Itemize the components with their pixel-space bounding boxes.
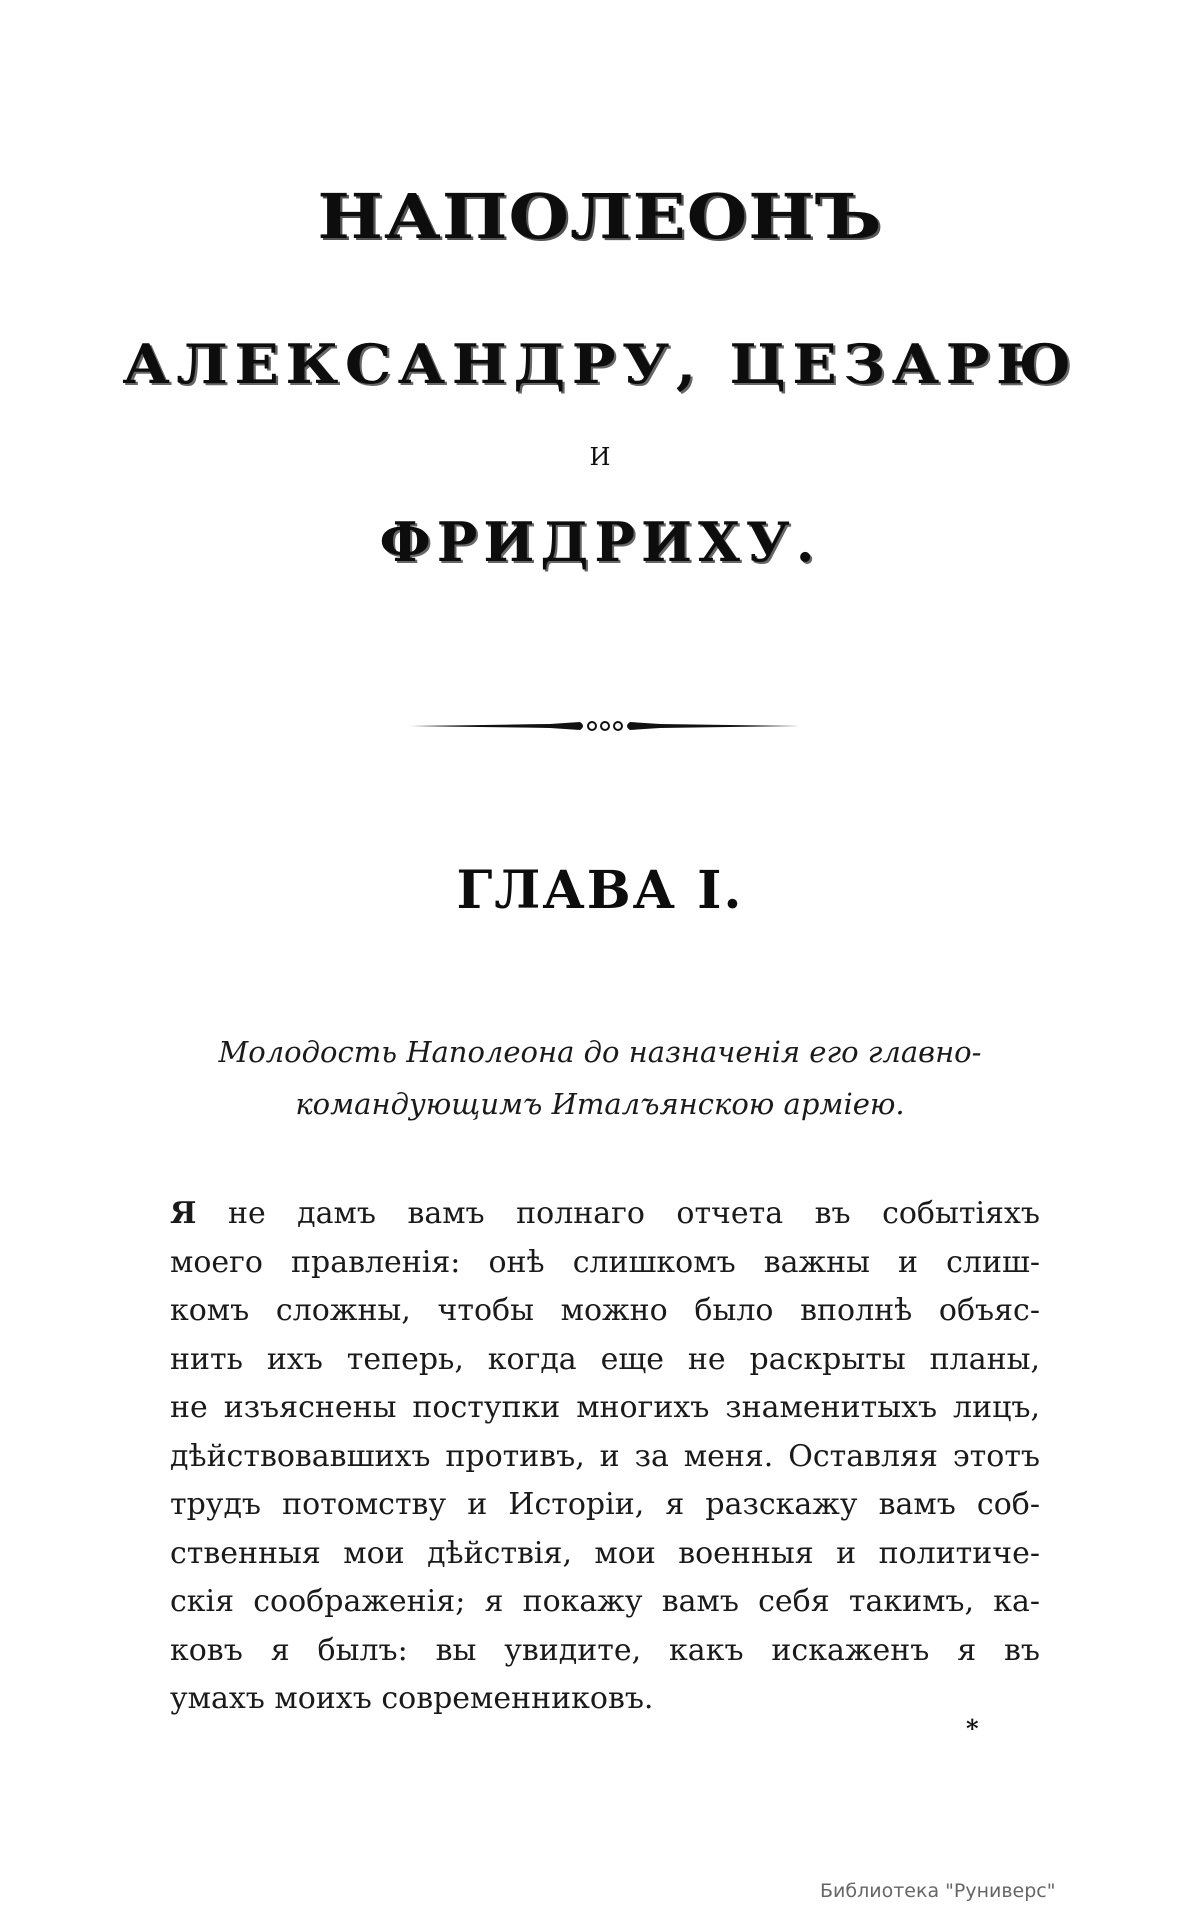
body-line-last: умахъ моихъ современниковъ. (170, 1681, 654, 1716)
signature-mark: * (966, 1714, 979, 1743)
library-watermark: Библиотека "Руниверс" (820, 1880, 1056, 1902)
body-line: нить ихъ теперь, когда еще не раскрыты планы, (170, 1341, 1040, 1377)
book-title: НАПОЛЕОНЪ (317, 180, 883, 253)
body-line: моего правленія: онѣ слишкомъ важны и слиш- (170, 1244, 1040, 1280)
book-title-conjunction: И (589, 443, 611, 471)
drop-letter: Я (170, 1196, 197, 1231)
body-line-text: не дамъ вамъ полнаго отчета въ событіяхъ (196, 1196, 1040, 1231)
body-line: скія соображенія; я покажу вамъ себя такимъ, ка- (170, 1584, 1040, 1619)
subtitle-line: командующимъ Италъянскою арміею. (295, 1087, 905, 1121)
body-line: не изъяснены поступки многихъ знаменитыхъ лицъ, (170, 1390, 1040, 1425)
chapter-subtitle (150, 1026, 1050, 1130)
body-line (170, 1190, 1040, 1239)
body-line: ковъ я былъ: вы увидите, какъ искаженъ я въ (170, 1632, 1040, 1668)
book-title-addressees: АЛЕКСАНДРУ, ЦЕЗАРЮ (122, 332, 1078, 396)
subtitle-line: Молодость Наполеона до назначенія его главно- (218, 1035, 982, 1069)
body-line: комъ сложны, чтобы можно было вполнѣ объяс- (170, 1293, 1040, 1328)
body-line: дѣйствовавшихъ противъ, и за меня. Оставляя этотъ (170, 1438, 1040, 1474)
body-line: трудъ потомству и Исторіи, я разскажу вамъ соб- (170, 1487, 1040, 1522)
ornament-divider (410, 716, 800, 736)
body-paragraph (170, 1190, 1040, 1724)
book-title-last-addressee: ФРИДРИХУ. (379, 510, 821, 574)
chapter-heading: ГЛАВА I. (456, 860, 744, 921)
body-line: ственныя мои дѣйствія, мои военныя и политиче- (170, 1535, 1040, 1571)
